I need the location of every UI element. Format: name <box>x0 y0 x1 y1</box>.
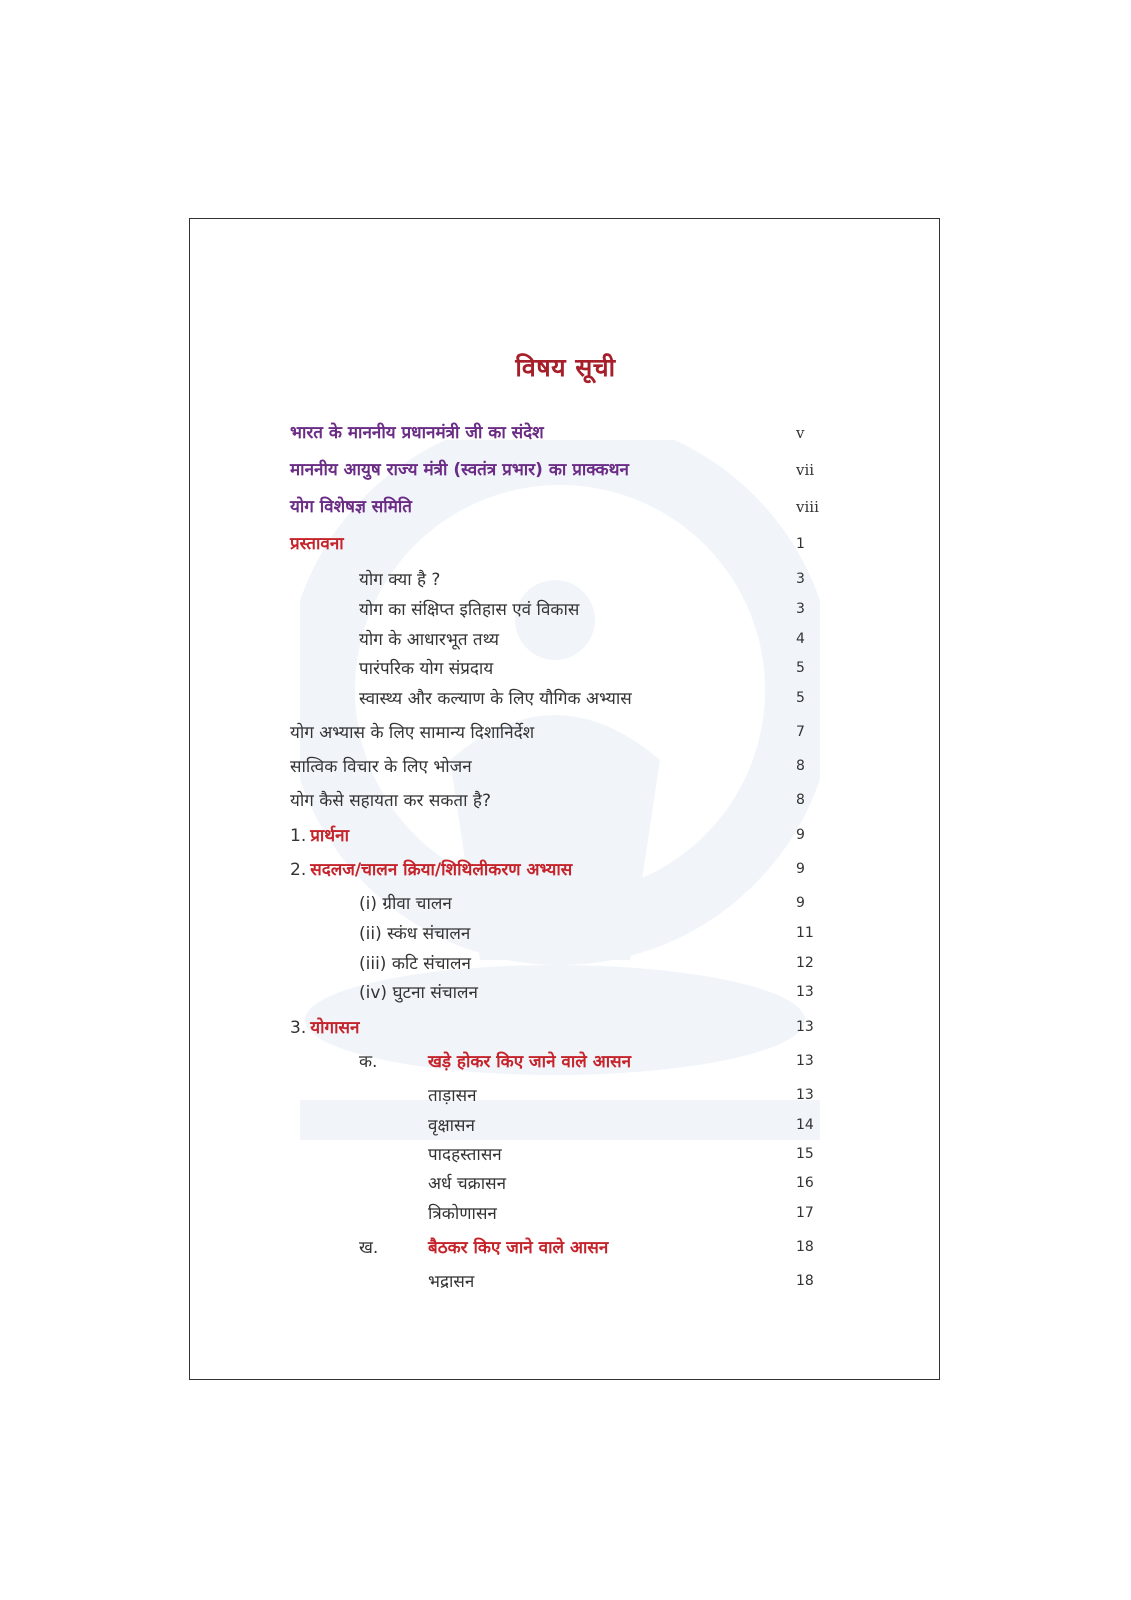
toc-page-number: 18 <box>796 1273 814 1289</box>
toc-page-number: 9 <box>796 827 805 843</box>
toc-page-number: 9 <box>796 861 805 877</box>
toc-page-number: 4 <box>796 631 805 647</box>
toc-page-number: 13 <box>796 1019 814 1035</box>
toc-entry-expert-committee[interactable]: योग विशेषज्ञ समिति <box>290 497 412 517</box>
toc-section-loosening[interactable]: 2. सदलज/चालन क्रिया/शिथिलीकरण अभ्यास <box>290 860 573 880</box>
toc-page-number: 13 <box>796 1087 814 1103</box>
toc-page-number: 5 <box>796 660 805 676</box>
toc-entry[interactable]: सात्विक विचार के लिए भोजन <box>290 757 472 777</box>
toc-marker: ख. <box>359 1238 379 1258</box>
toc-page-number: 17 <box>796 1205 814 1221</box>
toc-asana[interactable]: वृक्षासन <box>428 1116 475 1136</box>
page-title: विषय सूची <box>515 353 616 382</box>
toc-page-number: 3 <box>796 601 805 617</box>
toc-entry-foreword[interactable]: माननीय आयुष राज्य मंत्री (स्वतंत्र प्रभार) का प्राक्कथन <box>290 460 629 480</box>
toc-asana[interactable]: भद्रासन <box>428 1272 475 1292</box>
toc-page-number: 14 <box>796 1117 814 1133</box>
toc-subentry[interactable]: स्वास्थ्य और कल्याण के लिए यौगिक अभ्यास <box>359 689 632 709</box>
toc-entry-introduction[interactable]: प्रस्तावना <box>290 534 344 554</box>
toc-entry[interactable]: योग कैसे सहायता कर सकता है? <box>290 791 491 811</box>
toc-asana[interactable]: ताड़ासन <box>428 1086 477 1106</box>
toc-marker: क. <box>359 1052 378 1072</box>
toc-page-number: 3 <box>796 571 805 587</box>
toc-page-number: 13 <box>796 984 814 1000</box>
toc-page-number: 7 <box>796 724 805 740</box>
toc-page-number: 15 <box>796 1146 814 1162</box>
toc-subentry[interactable]: पारंपरिक योग संप्रदाय <box>359 659 494 679</box>
toc-page-number: vii <box>796 461 815 479</box>
toc-page-number: 16 <box>796 1175 814 1191</box>
toc-section-yogasana[interactable]: 3. योगासन <box>290 1018 360 1038</box>
toc-page-number: 1 <box>796 536 805 552</box>
toc-entry-pm-message[interactable]: भारत के माननीय प्रधानमंत्री जी का संदेश <box>290 423 544 443</box>
toc-subentry[interactable]: (iii) कटि संचालन <box>359 954 471 974</box>
toc-page-number: 5 <box>796 690 805 706</box>
toc-page-number: v <box>796 424 805 442</box>
toc-subentry[interactable]: योग के आधारभूत तथ्य <box>359 630 500 650</box>
toc-subsection-sitting[interactable]: बैठकर किए जाने वाले आसन <box>428 1238 609 1258</box>
toc-subentry[interactable]: (iv) घुटना संचालन <box>359 983 478 1003</box>
toc-page-number: 12 <box>796 955 814 971</box>
toc-page-number: 11 <box>796 925 814 941</box>
toc-page-number: 8 <box>796 758 805 774</box>
toc-subentry[interactable]: (i) ग्रीवा चालन <box>359 894 452 914</box>
toc-subentry[interactable]: (ii) स्कंध संचालन <box>359 924 471 944</box>
toc-page-number: 18 <box>796 1239 814 1255</box>
toc-page-number: 13 <box>796 1053 814 1069</box>
toc-page-number: viii <box>796 498 819 516</box>
toc-page-number: 9 <box>796 895 805 911</box>
toc-asana[interactable]: अर्ध चक्रासन <box>428 1174 507 1194</box>
toc-page-number: 8 <box>796 792 805 808</box>
toc-entry[interactable]: योग अभ्यास के लिए सामान्य दिशानिर्देश <box>290 723 535 743</box>
toc-asana[interactable]: त्रिकोणासन <box>428 1204 497 1224</box>
toc-asana[interactable]: पादहस्तासन <box>428 1145 502 1165</box>
toc-section-prayer[interactable]: 1. प्रार्थना <box>290 826 350 846</box>
toc-subentry[interactable]: योग क्या है ? <box>359 570 441 590</box>
toc-subentry[interactable]: योग का संक्षिप्त इतिहास एवं विकास <box>359 600 580 620</box>
toc-subsection-standing[interactable]: खड़े होकर किए जाने वाले आसन <box>428 1052 632 1072</box>
